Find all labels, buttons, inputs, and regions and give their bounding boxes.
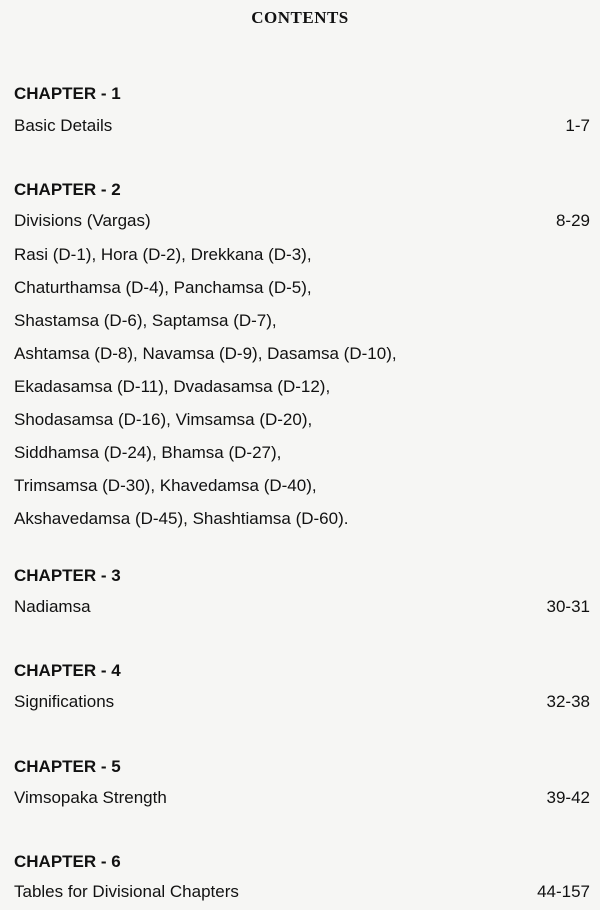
chapter-2-subline: Chaturthamsa (D-4), Panchamsa (D-5), bbox=[14, 278, 312, 297]
chapter-2-subline: Shastamsa (D-6), Saptamsa (D-7), bbox=[14, 311, 277, 330]
chapter-1-entry bbox=[14, 114, 590, 138]
chapter-1-heading: CHAPTER - 1 bbox=[14, 84, 121, 103]
chapter-6-heading: CHAPTER - 6 bbox=[14, 852, 121, 871]
chapter-2-subline: Akshavedamsa (D-45), Shashtiamsa (D-60). bbox=[14, 509, 349, 528]
chapter-2-subline: Shodasamsa (D-16), Vimsamsa (D-20), bbox=[14, 410, 313, 429]
chapter-6-pages: 44-157 bbox=[537, 882, 590, 901]
chapter-4-title: Significations bbox=[14, 692, 115, 711]
chapter-4-heading: CHAPTER - 4 bbox=[14, 661, 121, 680]
chapter-3-entry bbox=[14, 595, 590, 619]
chapter-4-pages: 32-38 bbox=[546, 692, 590, 711]
chapter-6-entry bbox=[14, 880, 590, 904]
chapter-1-pages: 1-7 bbox=[565, 116, 590, 135]
chapter-2-subline: Siddhamsa (D-24), Bhamsa (D-27), bbox=[14, 443, 282, 462]
chapter-1-title: Basic Details bbox=[14, 116, 113, 135]
chapter-3-pages: 30-31 bbox=[546, 597, 590, 616]
chapter-2-title: Divisions (Vargas) bbox=[14, 211, 151, 230]
chapter-2-pages: 8-29 bbox=[555, 211, 590, 230]
chapter-3-heading: CHAPTER - 3 bbox=[14, 566, 121, 585]
chapter-3-title: Nadiamsa bbox=[14, 597, 91, 616]
page-title: CONTENTS bbox=[251, 8, 349, 27]
chapter-2-subline: Trimsamsa (D-30), Khavedamsa (D-40), bbox=[14, 476, 317, 495]
chapter-4-entry bbox=[14, 690, 590, 714]
chapter-5-entry bbox=[14, 786, 590, 810]
chapter-5-heading: CHAPTER - 5 bbox=[14, 757, 121, 776]
chapter-2-subline: Ashtamsa (D-8), Navamsa (D-9), Dasamsa (D-10), bbox=[14, 344, 397, 363]
chapter-6-title: Tables for Divisional Chapters bbox=[14, 882, 239, 901]
chapter-5-pages: 39-42 bbox=[546, 788, 590, 807]
chapter-2-entry bbox=[14, 209, 590, 233]
chapter-2-subline: Ekadasamsa (D-11), Dvadasamsa (D-12), bbox=[14, 377, 331, 396]
chapter-2-heading: CHAPTER - 2 bbox=[14, 180, 121, 199]
chapter-5-title: Vimsopaka Strength bbox=[14, 788, 167, 807]
chapter-2-subline: Rasi (D-1), Hora (D-2), Drekkana (D-3), bbox=[14, 245, 312, 264]
